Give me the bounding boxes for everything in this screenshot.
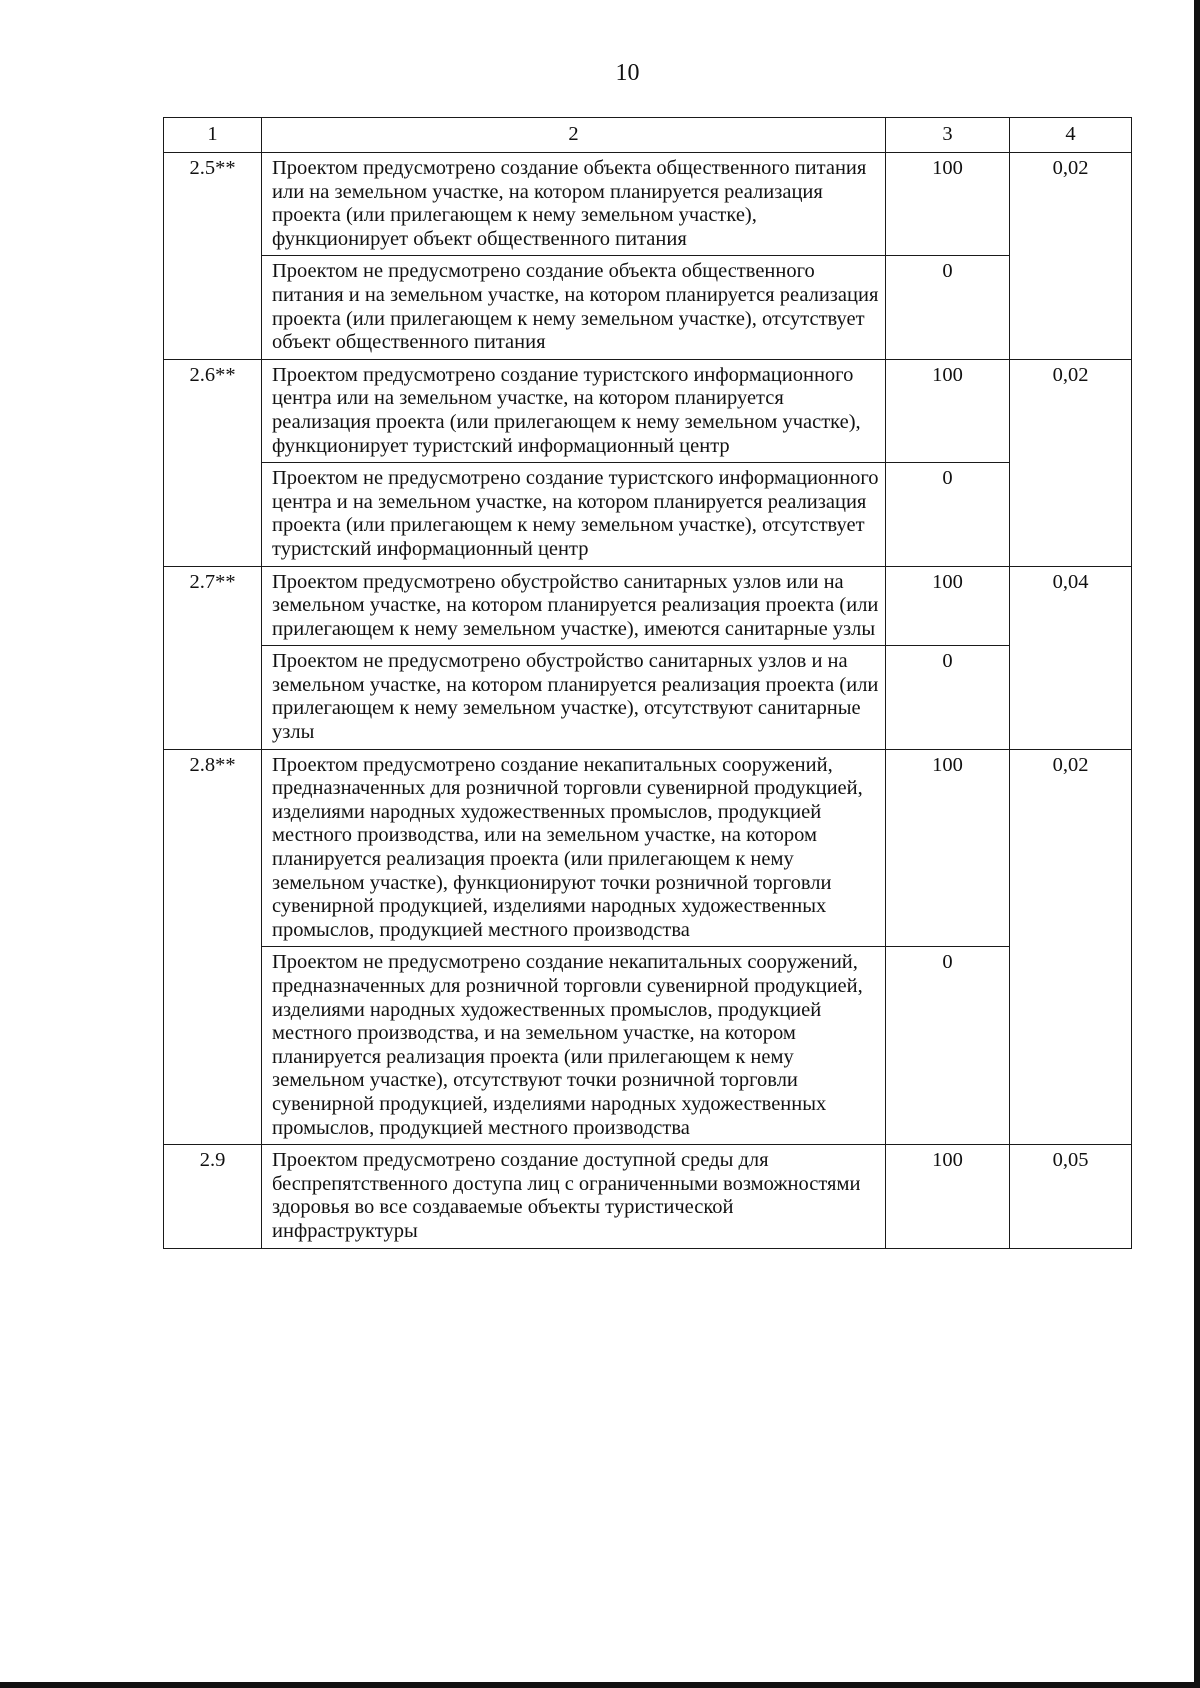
- criterion-number: 2.8**: [164, 749, 262, 1145]
- table-row: [164, 749, 1132, 947]
- criterion-description: Проектом не предусмотрено создание некапитальных сооружений, предназначенных для розничной торговли сувенирной продукцией, изделиями народных художественных промыслов, продукцией местного производства, и на земельном участке, на котором планируется реализация проекта (или прилегающем к нему земельном участке), отсутствуют точки розничной торговли сувенирной продукцией, изделиями народных художественных промыслов, продукцией местного производства: [262, 947, 886, 1145]
- criterion-weight: 0,05: [1010, 1145, 1132, 1248]
- criterion-description: Проектом предусмотрено создание туристского информационного центра или на земельном участке, на котором планируется реализация проекта (или прилегающем к нему земельном участке), функционирует туристский информационный центр: [262, 359, 886, 462]
- criterion-description: Проектом предусмотрено создание некапитальных сооружений, предназначенных для розничной торговли сувенирной продукцией, изделиями народных художественных промыслов, продукцией местного производства, или на земельном участке, на котором планируется реализация проекта (или прилегающем к нему земельном участке), функционируют точки розничной торговли сувенирной продукцией, изделиями народных художественных промыслов, продукцией местного производства: [262, 749, 886, 947]
- scan-edge-right: [1194, 0, 1200, 1688]
- criterion-score: 0: [886, 256, 1010, 359]
- table-row: [164, 256, 1132, 359]
- table-header-row: [164, 118, 1132, 153]
- criterion-score: 0: [886, 646, 1010, 749]
- criterion-description: Проектом предусмотрено создание доступной среды для беспрепятственного доступа лиц с ограниченными возможностями здоровья во все создаваемые объекты туристической инфраструктуры: [262, 1145, 886, 1248]
- table-row: [164, 947, 1132, 1145]
- column-header-4: 4: [1010, 118, 1132, 153]
- criterion-score: 0: [886, 463, 1010, 566]
- criterion-score: 100: [886, 359, 1010, 462]
- table-row: [164, 566, 1132, 646]
- column-header-3: 3: [886, 118, 1010, 153]
- criterion-number: 2.9: [164, 1145, 262, 1248]
- criterion-score: 0: [886, 947, 1010, 1145]
- criterion-number: 2.7**: [164, 566, 262, 749]
- criterion-score: 100: [886, 1145, 1010, 1248]
- criterion-description: Проектом не предусмотрено создание объекта общественного питания и на земельном участке, на котором планируется реализация проекта (или прилегающем к нему земельном участке), отсутствует объект общественного питания: [262, 256, 886, 359]
- criterion-weight: 0,04: [1010, 566, 1132, 749]
- criterion-score: 100: [886, 749, 1010, 947]
- page-number: 10: [615, 60, 640, 86]
- criterion-number: 2.6**: [164, 359, 262, 566]
- scan-edge-bottom: [0, 1682, 1200, 1688]
- criterion-description: Проектом предусмотрено создание объекта общественного питания или на земельном участке, на котором планируется реализация проекта (или прилегающем к нему земельном участке), функционирует объект общественного питания: [262, 153, 886, 256]
- table-row: [164, 646, 1132, 749]
- column-header-1: 1: [164, 118, 262, 153]
- criterion-weight: 0,02: [1010, 359, 1132, 566]
- criterion-number: 2.5**: [164, 153, 262, 360]
- criterion-weight: 0,02: [1010, 153, 1132, 360]
- column-header-2: 2: [262, 118, 886, 153]
- criteria-table: [163, 117, 1132, 1249]
- criterion-weight: 0,02: [1010, 749, 1132, 1145]
- criterion-description: Проектом не предусмотрено обустройство санитарных узлов и на земельном участке, на котором планируется реализация проекта (или прилегающем к нему земельном участке), отсутствуют санитарные узлы: [262, 646, 886, 749]
- criterion-description: Проектом не предусмотрено создание туристского информационного центра и на земельном участке, на котором планируется реализация проекта (или прилегающем к нему земельном участке), отсутствует туристский информационный центр: [262, 463, 886, 566]
- criterion-score: 100: [886, 153, 1010, 256]
- table-row: [164, 153, 1132, 256]
- table-row: [164, 463, 1132, 566]
- criterion-score: 100: [886, 566, 1010, 646]
- table-row: [164, 1145, 1132, 1248]
- criterion-description: Проектом предусмотрено обустройство санитарных узлов или на земельном участке, на котором планируется реализация проекта (или прилегающем к нему земельном участке), имеются санитарные узлы: [262, 566, 886, 646]
- table-row: [164, 359, 1132, 462]
